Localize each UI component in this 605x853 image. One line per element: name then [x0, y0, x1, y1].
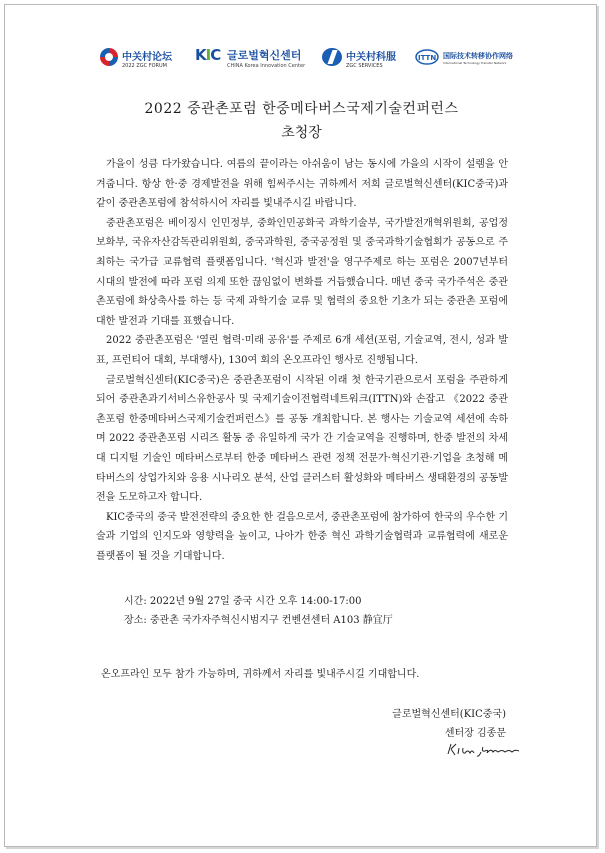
- zgc-services-sub: ZGC SERVICES: [346, 63, 383, 69]
- signature-block: [392, 705, 506, 743]
- kic-sub: CHINA Korea Innovation Center: [227, 63, 306, 69]
- paragraph: 글로벌혁신센터(KIC중국)은 중관촌포럼이 시작된 이래 첫 한국기관으로서 포럼을 주관하게 되어 중관촌과기서비스유한공사 및 국제기술이전협력네트워크(ITTN)와 손잡고 《2022 중관촌포럼 한중메타버스국제기술컨퍼런스》를 공동 개최합니다. 본 행사는 기술교역 세션에 속하며 2022 중관촌포럼 시리즈 활동 중 유일하게 국가 간 기술교역을 진행하며, 한중 발전의 차세대 디지털 기술인 메타버스로부터 한중 메타버스 관련 정책 전문가·혁신기관·기업을 초청해 메타버스의 상업가치와 응용 시나리오 분석, 산업 클러스터 활성화와 메타버스 생태환경의 공동발전을 도모하고자 합니다.: [96, 374, 508, 504]
- document-subtitle: 초청장: [281, 125, 322, 141]
- invitation-page: [4, 4, 597, 847]
- kic-name: 글로벌혁신센터: [227, 49, 302, 62]
- event-place: 장소: 중관촌 국가자주혁신시범지구 컨벤션센터 A103 静宜厅: [124, 615, 393, 626]
- svg-text:ITTN: ITTN: [418, 54, 437, 62]
- paragraph: 2022 중관촌포럼은 '열린 협력·미래 공유'를 주제로 6개 세션(포럼, 기술교역, 전시, 성과 발표, 프런티어 대회, 부대행사), 130여 회의 온오프라인 행사로 진행됩니다.: [96, 335, 508, 366]
- closing-line: 온오프라인 모두 참가 가능하며, 귀하께서 자리를 빛내주시길 기대합니다.: [101, 669, 420, 680]
- handwritten-signature: [445, 740, 525, 760]
- zgc-services-emblem-icon: [322, 48, 342, 66]
- ittn-sub: International Technology Transfer Network: [443, 61, 507, 65]
- zgc-forum-sub: 2022 ZGC FORUM: [122, 63, 167, 69]
- paragraph: 가을이 성큼 다가왔습니다. 여름의 끝이라는 아쉬움이 남는 동시에 가을의 시작이 설렘을 안겨줍니다. 항상 한·중 경제발전을 위해 힘써주시는 귀하께서 저희 글로벌혁신센터(KIC중국)과 같이 중관촌포럼에 참석하시어 자리를 빛내주시길 바랍니다.: [96, 159, 508, 210]
- zgc-forum-emblem-icon: [100, 48, 118, 66]
- event-time: 시간: 2022년 9월 27일 중국 시간 오후 14:00-17:00: [124, 596, 362, 607]
- ittn-name: 国际技术转移协作网络: [443, 52, 513, 60]
- document-title: 2022 중관촌포럼 한중메타버스국제기술컨퍼런스: [144, 101, 459, 117]
- ittn-emblem-icon: [415, 47, 439, 67]
- letter-body: [96, 155, 508, 566]
- zgc-forum-name: 中关村论坛: [122, 52, 172, 63]
- paragraph: KIC중국의 중국 발전전략의 중요한 한 걸음으로서, 중관촌포럼에 참가하여 한국의 우수한 기술과 기업의 인지도와 영향력을 높이고, 나아가 한중 혁신 과학기술협력과 교류협력에 새로운 플랫폼이 될 것을 기대합니다.: [96, 511, 508, 562]
- paragraph: 중관촌포럼은 베이징시 인민정부, 중화인민공화국 과학기술부, 국가발전개혁위원회, 공업정보화부, 국유자산감독관리위원회, 중국과학원, 중국공정원 및 중국과학기술협회가 공동으로 주최하는 국가급 교류협력 플랫폼입니다. '혁신과 발전'을 영구주제로 하는 포럼은 2007년부터 시대의 발전에 따라 포럼 의제 또한 끊임없이 변화를 거듭했습니다. 매년 중국 국가주석은 중관촌포럼에 화상축사를 하는 등 국제 과학기술 교류 및 협력의 중요한 기초가 되는 중관촌 포럼에 대한 발전과 기대를 표했습니다.: [96, 217, 508, 327]
- organization-name: 글로벌혁신센터(KIC중국): [392, 709, 506, 720]
- zgc-services-name: 中关村科服: [346, 52, 396, 63]
- director-name: 센터장 김종문: [444, 728, 506, 739]
- kic-wordmark-icon: KIC: [195, 46, 221, 64]
- logo-bar: [100, 45, 540, 71]
- event-details: [124, 592, 393, 630]
